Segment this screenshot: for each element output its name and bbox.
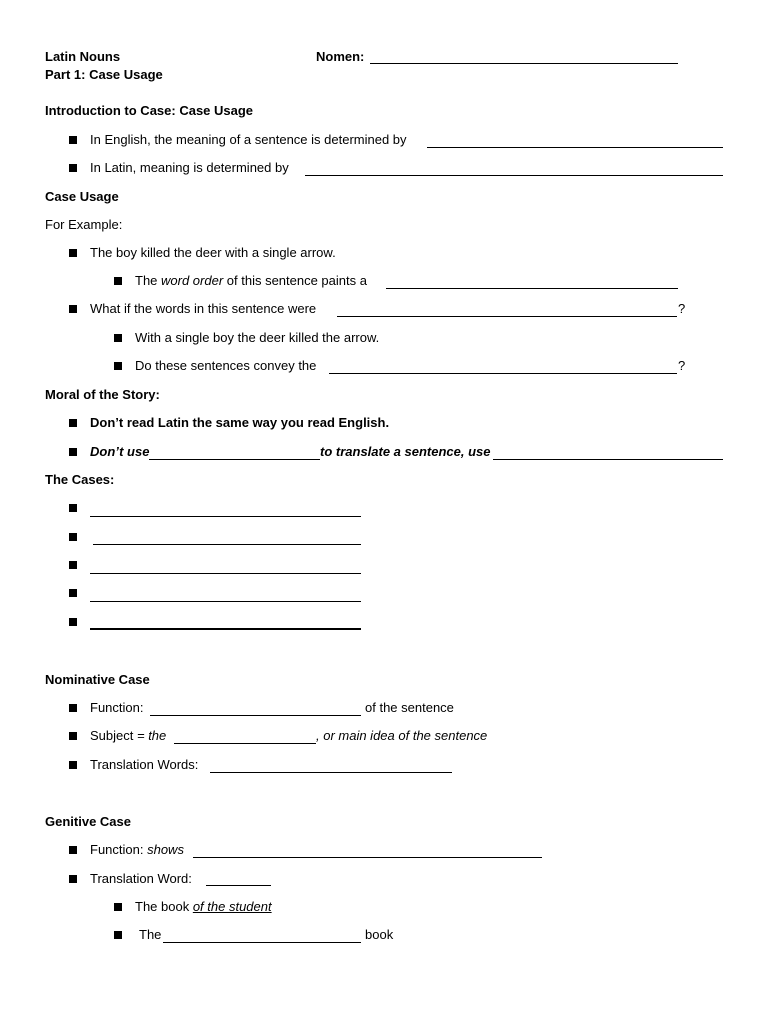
word-order-post: of this sentence paints a [223, 273, 367, 288]
translate-use-blank[interactable] [493, 459, 723, 460]
subject-blank[interactable] [174, 743, 316, 744]
to-translate-text: to translate a sentence, use [320, 444, 491, 459]
subject-equals: = the [133, 728, 167, 743]
dont-read-text: Don’t read Latin the same way you read English. [90, 415, 390, 430]
bullet-icon [69, 249, 77, 257]
subject-text [90, 728, 166, 744]
bullet-icon [114, 277, 122, 285]
intro-latin-blank[interactable] [305, 175, 723, 176]
subject-post: , or main idea of the sentence [316, 728, 488, 743]
bullet-icon [69, 589, 77, 597]
bullet-icon [69, 561, 77, 569]
bullet-icon [69, 305, 77, 313]
bullet-icon [114, 903, 122, 911]
intro-latin-text: In Latin, meaning is determined by [90, 160, 289, 175]
worksheet-part: Part 1: Case Usage [45, 67, 163, 82]
case-blank-5[interactable] [90, 628, 361, 630]
genitive-function-italic: shows [147, 842, 184, 857]
case-blank-2[interactable] [93, 544, 361, 545]
convey-text: Do these sentences convey the [135, 358, 317, 373]
genitive-function-label: Function: [90, 842, 148, 857]
case-blank-1[interactable] [90, 516, 361, 517]
bullet-icon [69, 504, 77, 512]
bullet-icon [69, 164, 77, 172]
dont-use-text: Don’t use [90, 444, 150, 459]
bullet-icon [69, 618, 77, 626]
genitive-function-blank[interactable] [193, 857, 542, 858]
intro-heading: Introduction to Case: Case Usage [45, 103, 254, 118]
bullet-icon [69, 448, 77, 456]
word-order-italic: word order [161, 273, 224, 288]
intro-english-text: In English, the meaning of a sentence is determined by [90, 132, 407, 147]
word-order-text [135, 273, 367, 289]
what-if-text: What if the words in this sentence were [90, 301, 317, 316]
intro-english-blank[interactable] [427, 147, 723, 148]
cases-heading: The Cases: [45, 472, 115, 487]
nomen-label: Nomen: [316, 49, 365, 64]
genitive-example-1-pre: The book [135, 899, 193, 914]
nominative-translation-label: Translation Words: [90, 757, 199, 772]
bullet-icon [114, 931, 122, 939]
what-if-blank[interactable] [337, 316, 677, 317]
bullet-icon [69, 761, 77, 769]
bullet-icon [69, 419, 77, 427]
moral-heading: Moral of the Story: [45, 387, 160, 402]
bullet-icon [69, 704, 77, 712]
dont-use-blank[interactable] [149, 459, 320, 460]
nominative-function-post: of the sentence [365, 700, 454, 715]
convey-blank[interactable] [329, 373, 677, 374]
nominative-heading: Nominative Case [45, 672, 150, 687]
case-usage-heading: Case Usage [45, 189, 119, 204]
bullet-icon [114, 362, 122, 370]
case-blank-4[interactable] [90, 601, 361, 602]
what-if-question-mark: ? [678, 301, 686, 316]
for-example-label: For Example: [45, 217, 123, 232]
bullet-icon [69, 732, 77, 740]
word-order-pre: The [135, 273, 162, 288]
nominative-function-label: Function: [90, 700, 144, 715]
genitive-function-text [90, 842, 184, 858]
worksheet-title: Latin Nouns [45, 49, 121, 64]
bullet-icon [69, 136, 77, 144]
convey-question-mark: ? [678, 358, 686, 373]
bullet-icon [69, 533, 77, 541]
bullet-icon [114, 334, 122, 342]
example-sentence-2: With a single boy the deer killed the arrow. [135, 330, 380, 345]
genitive-example-1 [135, 899, 272, 915]
example-sentence-1: The boy killed the deer with a single arrow. [90, 245, 336, 260]
case-blank-3[interactable] [90, 573, 361, 574]
genitive-example-2-blank[interactable] [163, 942, 361, 943]
nomen-blank[interactable] [370, 63, 678, 64]
nominative-function-blank[interactable] [150, 715, 361, 716]
subject-label: Subject [90, 728, 134, 743]
nominative-translation-blank[interactable] [210, 772, 452, 773]
genitive-example-1-underlined: of the student [192, 899, 272, 914]
genitive-heading: Genitive Case [45, 814, 131, 829]
genitive-translation-blank[interactable] [206, 885, 271, 886]
bullet-icon [69, 875, 77, 883]
genitive-example-2-post: book [365, 927, 394, 942]
word-order-blank[interactable] [386, 288, 678, 289]
genitive-example-2-pre: The [139, 927, 162, 942]
bullet-icon [69, 846, 77, 854]
genitive-translation-label: Translation Word: [90, 871, 192, 886]
